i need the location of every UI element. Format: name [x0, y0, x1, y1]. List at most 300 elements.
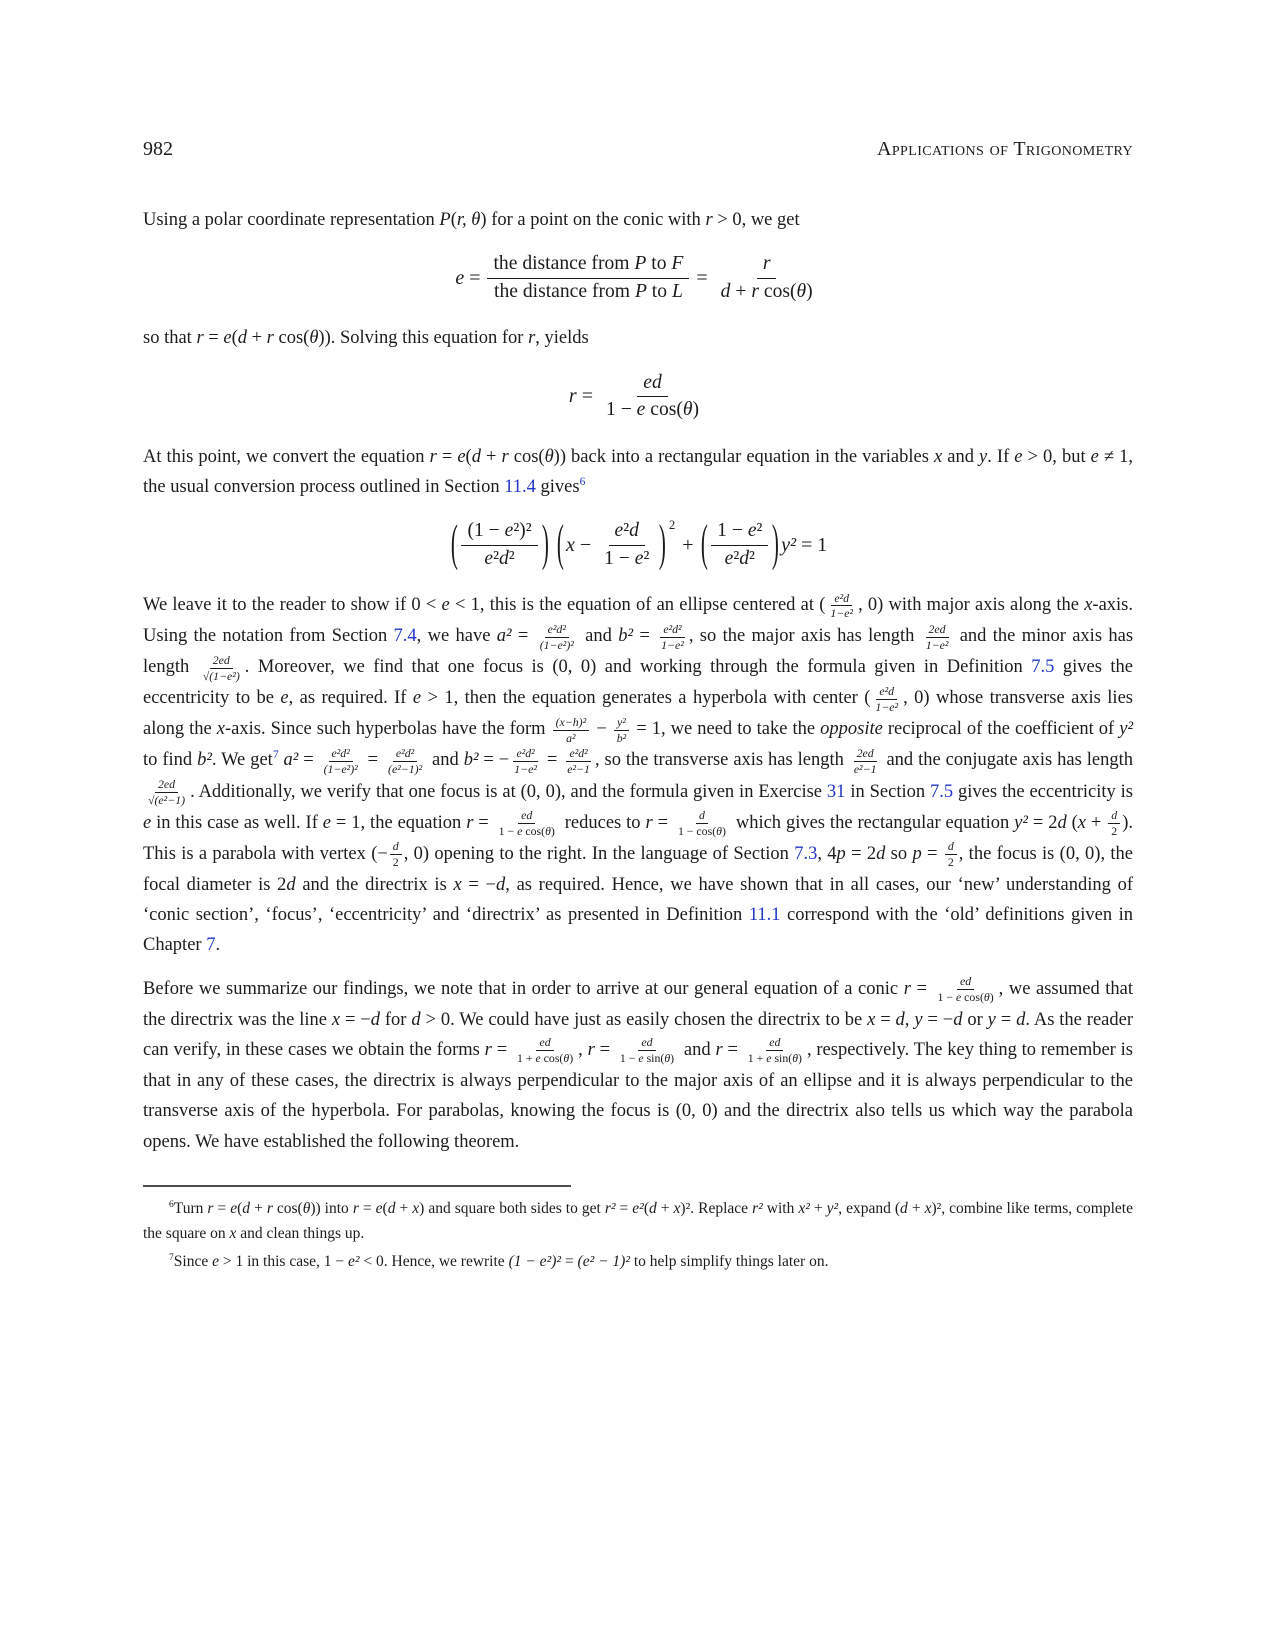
section-link[interactable]: 7.3 — [794, 843, 818, 864]
math-run: e — [955, 989, 962, 1004]
math-run: e²d — [834, 590, 850, 605]
text-run: ( — [237, 1200, 243, 1218]
page-header — [143, 138, 1133, 161]
math-run: e²d — [879, 683, 895, 698]
math-run: √(1−e²) — [202, 668, 240, 683]
text-run: , expand ( — [838, 1200, 901, 1218]
fraction-denominator — [658, 638, 687, 653]
text-run: 1 − — [498, 823, 518, 838]
math-run: e — [724, 547, 734, 569]
text-run: = 1, we need to take the — [631, 719, 821, 740]
text-run: = — [362, 750, 383, 771]
fraction-numerator — [876, 684, 897, 700]
math-run: y² — [826, 1200, 839, 1218]
fraction-numerator — [945, 839, 957, 855]
fraction-numerator — [766, 1035, 783, 1051]
text-run: = 2 — [845, 843, 877, 864]
math-run: 2ed — [856, 745, 874, 760]
fraction — [487, 251, 689, 305]
text-run: 1 − — [717, 520, 748, 542]
math-run: x — [867, 1009, 876, 1030]
fraction — [1108, 808, 1120, 839]
display-equation — [143, 515, 1133, 573]
section-link[interactable]: 11.1 — [748, 904, 781, 925]
text-run: 1 + — [516, 1051, 536, 1066]
fraction — [598, 518, 655, 572]
text-run: , 0) whose transverse axis lies along the — [143, 688, 1133, 740]
footnotes — [143, 1197, 1133, 1274]
fraction-denominator — [385, 762, 425, 777]
fraction-numerator — [957, 974, 974, 990]
text-run: , as required. If — [288, 688, 413, 709]
math-run: θ — [792, 1051, 798, 1066]
math-run: x — [933, 446, 943, 467]
text-run: )². Replace — [680, 1200, 753, 1218]
text-run: cos( — [508, 446, 545, 467]
text-run: = — [594, 1040, 615, 1060]
text-run: 2 — [947, 854, 954, 869]
text-run: = − — [340, 1009, 371, 1030]
text-run: , 0) opening to the right. In the language of Section — [403, 843, 795, 864]
fraction-denominator — [1108, 824, 1120, 839]
text-run: ² — [749, 547, 755, 569]
math-run: r — [466, 812, 474, 833]
text-run: We leave it to the reader to show if 0 < — [143, 595, 442, 616]
math-run: L — [671, 280, 683, 302]
fraction-numerator — [711, 518, 768, 545]
text-run: cos( — [645, 399, 683, 421]
text-run: > 1 in this case, 1 − — [219, 1252, 348, 1270]
fraction — [514, 1035, 576, 1066]
text-run: cos( — [961, 989, 984, 1004]
text-run: + — [907, 1200, 925, 1218]
text-run — [550, 533, 555, 558]
fraction-denominator — [923, 638, 952, 653]
math-run: y — [979, 446, 988, 467]
fraction-denominator — [614, 731, 629, 746]
math-run: y² — [1119, 719, 1133, 740]
math-run: r — [762, 253, 771, 275]
text-run: = — [436, 446, 458, 467]
math-run: d — [1016, 1009, 1026, 1030]
math-run: y — [914, 1009, 923, 1030]
section-link[interactable]: 31 — [826, 781, 846, 802]
math-run: θ — [664, 1051, 671, 1066]
fraction — [614, 715, 629, 746]
math-run: 1−e² — [925, 637, 949, 652]
fraction-denominator — [496, 824, 558, 839]
math-run: e² — [632, 1200, 644, 1218]
math-run: d — [286, 874, 296, 895]
math-run: e²d² — [331, 745, 350, 760]
math-run: b² — [463, 750, 479, 771]
text-run: and — [679, 1040, 716, 1060]
text-run: + — [809, 1200, 827, 1218]
fraction-denominator — [851, 762, 880, 777]
fraction-denominator — [617, 1051, 677, 1066]
fraction — [945, 839, 957, 870]
math-run: e — [212, 1252, 219, 1270]
fraction-numerator — [536, 1035, 553, 1051]
math-run: r — [501, 446, 509, 467]
text-run: , as required. Hence, we have shown that in all cases, our ‘new’ understanding of ‘conic section’, ‘focus’, ‘eccentricity’ and ‘directrix’ as presented in Definition — [143, 874, 1133, 925]
fraction-numerator — [926, 622, 949, 638]
text-run: , 4 — [817, 843, 837, 864]
text-run: (1 − — [467, 520, 505, 542]
fraction-numerator — [155, 777, 178, 793]
text-run: or — [962, 1009, 988, 1030]
text-run: + — [656, 1200, 674, 1218]
text-run: ² — [643, 547, 650, 569]
math-run: d — [387, 1200, 396, 1218]
text-run: )) into — [310, 1200, 353, 1218]
math-run: e²d² — [516, 745, 535, 760]
fraction-denominator — [564, 762, 593, 777]
math-run: d — [895, 1009, 905, 1030]
text-run: − — [574, 533, 597, 556]
text-run: 1 − — [937, 989, 956, 1004]
math-run: x — [673, 1200, 681, 1218]
text-run: = — [561, 1252, 578, 1270]
text-run: = 1, the equation — [331, 812, 467, 833]
math-run: x — [331, 1009, 341, 1030]
text-run: )). Solving this equation for — [318, 328, 529, 349]
fraction-denominator — [488, 279, 689, 305]
math-run: 2ed — [212, 652, 230, 667]
text-run: ( — [231, 328, 238, 349]
text-run: = — [511, 626, 535, 647]
text-run: in Section — [845, 781, 930, 802]
math-run: x — [565, 533, 575, 556]
section-link[interactable]: 7.5 — [1031, 657, 1055, 678]
fraction-denominator — [390, 855, 402, 870]
running-title: Applications of Trigonometry — [877, 138, 1133, 160]
text-run: = — [203, 328, 224, 349]
paragraph — [143, 205, 1133, 235]
text-run: ( — [1066, 812, 1078, 833]
fraction-denominator — [872, 700, 901, 715]
math-run: 1−e² — [875, 699, 899, 714]
text-run: ≠ 1, the usual conversion process outlined in Section — [143, 446, 1133, 497]
math-run: (e² − 1)² — [577, 1252, 630, 1270]
fraction-numerator — [1108, 808, 1120, 824]
text-run: reciprocal of the coefficient of — [882, 719, 1120, 740]
fraction — [390, 839, 402, 870]
fraction-numerator — [660, 622, 684, 638]
text-run: ) — [692, 399, 700, 421]
text-run: , we assumed that the directrix was the line — [143, 978, 1134, 1030]
footnote — [143, 1197, 1133, 1247]
math-run: e — [457, 446, 466, 467]
math-run: r — [429, 446, 437, 467]
section-link[interactable]: 7.5 — [930, 781, 954, 802]
fraction-numerator — [553, 715, 590, 731]
fraction — [321, 746, 361, 777]
text-run: , — [904, 1009, 915, 1030]
fraction-numerator — [831, 591, 852, 607]
fraction-numerator — [696, 808, 708, 824]
math-run: r — [528, 328, 536, 349]
math-run: r, θ — [456, 210, 481, 230]
math-run: (1−e²)² — [539, 637, 574, 652]
fraction-numerator — [390, 839, 402, 855]
math-run: θ — [796, 280, 807, 302]
text-run: + — [246, 328, 267, 349]
text-run: ) — [670, 1051, 675, 1066]
text-run: = — [633, 626, 657, 647]
big-paren-glyph: ) — [772, 515, 780, 573]
math-run: d — [495, 874, 506, 895]
text-run: < 1, this is the equation of an ellipse centered at ( — [449, 595, 826, 616]
fraction — [200, 653, 243, 684]
math-run: r — [266, 1200, 273, 1218]
text-run: = — [213, 1200, 231, 1218]
fraction-numerator — [487, 251, 689, 278]
text-run: gives the eccentricity is — [953, 781, 1133, 802]
text-run: > 0. We could have just as easily chosen the directrix to be — [420, 1009, 868, 1030]
text-run: > 0, but — [1022, 446, 1091, 467]
fraction-denominator — [719, 546, 761, 572]
fraction-denominator — [511, 762, 540, 777]
text-run: 1 − cos( — [677, 823, 717, 838]
text-run: ² — [623, 520, 630, 542]
text-run: )², combine like terms, complete the square on — [143, 1200, 1133, 1242]
fraction — [675, 808, 729, 839]
big-paren-glyph: ( — [450, 515, 458, 573]
math-run: e — [441, 595, 450, 616]
text-run: and the minor axis has length — [143, 626, 1134, 678]
big-paren-glyph: ( — [557, 515, 565, 573]
math-run: y — [987, 1009, 996, 1030]
math-run: 2ed — [928, 621, 946, 636]
math-run: (x−h)² — [555, 714, 587, 729]
fraction — [385, 746, 425, 777]
text-run: = — [722, 1040, 743, 1060]
text-run: = 1 — [795, 533, 828, 556]
math-run: e — [747, 520, 757, 542]
math-run: e²d² — [395, 745, 415, 760]
fraction — [827, 591, 856, 622]
fraction-numerator — [757, 251, 777, 278]
fraction-denominator — [745, 1051, 805, 1066]
math-run: d — [947, 839, 954, 854]
text-run: and the directrix is — [295, 874, 454, 895]
text-run: . We get — [211, 750, 273, 771]
text-run: ) — [989, 989, 994, 1004]
section-link[interactable]: 7.4 — [393, 626, 417, 647]
text-run: = — [491, 1040, 512, 1060]
math-run: e — [634, 547, 644, 569]
math-run: e²−1 — [567, 761, 590, 776]
math-run: θ — [682, 399, 693, 421]
fraction-numerator — [609, 518, 645, 545]
text-run: , 0) with major axis along the — [858, 595, 1085, 616]
text-run: Turn — [173, 1200, 208, 1218]
fraction-numerator — [210, 653, 233, 669]
text-run: . — [215, 935, 221, 956]
footnote-marker-link[interactable]: 7 — [272, 749, 279, 762]
text-run: 2 — [392, 854, 399, 869]
fraction — [511, 746, 540, 777]
math-run: (1−e²)² — [323, 761, 358, 776]
text-run: + — [677, 533, 699, 556]
math-run: r — [484, 1040, 492, 1060]
math-run: b² — [618, 626, 634, 647]
math-run: e — [484, 547, 494, 569]
text-run: ) — [550, 823, 555, 838]
math-run: (e²−1)² — [388, 761, 423, 776]
math-run: d — [900, 1200, 908, 1218]
text-run: ) — [569, 1051, 574, 1066]
math-run: θ — [309, 328, 319, 349]
section-link[interactable]: 11.4 — [504, 476, 536, 497]
fraction — [461, 518, 537, 572]
math-run: e — [412, 688, 422, 709]
math-run: r² — [604, 1200, 616, 1218]
footnote-marker-link[interactable]: 6 — [579, 475, 586, 488]
text-run: = — [995, 1009, 1017, 1030]
fraction-numerator — [854, 746, 877, 762]
section-link[interactable]: 7 — [206, 935, 216, 956]
fraction-denominator — [145, 793, 188, 808]
math-run: e — [766, 1051, 772, 1066]
text-run: and — [427, 750, 464, 771]
math-run: r — [903, 978, 911, 999]
text-run: sin( — [643, 1051, 665, 1066]
display-equation — [143, 370, 1133, 424]
text-run: ( — [643, 1200, 649, 1218]
math-run: d — [720, 280, 731, 302]
fraction — [934, 974, 996, 1005]
paragraph — [143, 974, 1133, 1157]
math-run: e — [455, 266, 465, 289]
math-run: r — [587, 1040, 595, 1060]
superscript: 6 — [169, 1198, 174, 1210]
text-run: > 0, we get — [712, 210, 800, 230]
text-run: ² — [508, 547, 515, 569]
math-run: e — [223, 328, 232, 349]
text-run: = 2 — [1027, 812, 1058, 833]
text-run: cos( — [540, 1051, 564, 1066]
fraction — [715, 251, 819, 305]
math-run: d — [411, 1009, 421, 1030]
math-run: x — [1084, 595, 1093, 616]
text-run: = — [875, 1009, 896, 1030]
text-run: cos( — [758, 280, 797, 302]
text-run: At this point, we convert the equation — [143, 446, 430, 467]
text-run: to find — [143, 750, 198, 771]
math-run: √(e²−1) — [148, 792, 186, 807]
math-run: x — [453, 874, 462, 895]
math-run: r — [715, 1040, 723, 1060]
superscript: 7 — [169, 1251, 174, 1263]
math-run: r — [705, 210, 713, 230]
math-run: F — [671, 253, 684, 275]
fraction-denominator — [934, 990, 996, 1005]
text-run: which gives the rectangular equation — [730, 812, 1015, 833]
fraction — [872, 684, 901, 715]
text-run: the distance from — [494, 280, 635, 302]
page-body — [143, 205, 1133, 1157]
math-run: θ — [545, 823, 551, 838]
fraction-denominator — [200, 669, 243, 684]
text-run: cos( — [522, 823, 546, 838]
math-run: e — [517, 823, 523, 838]
math-run: d — [649, 1200, 657, 1218]
text-run: , we have — [416, 626, 497, 647]
text-run: reduces to — [559, 812, 646, 833]
fraction-denominator — [514, 1051, 576, 1066]
math-run: b² — [197, 750, 212, 771]
text-run: = — [691, 266, 713, 289]
math-run: P — [634, 280, 647, 302]
text-run: ²)² — [513, 520, 532, 542]
big-paren-glyph: ) — [659, 515, 667, 573]
italic-text: opposite — [820, 719, 883, 740]
math-run: e — [614, 520, 624, 542]
math-run: (1 − e²)² — [508, 1252, 562, 1270]
text-run: = − — [461, 874, 496, 895]
fraction-denominator — [600, 397, 705, 423]
fraction-denominator — [598, 546, 655, 572]
text-run: ) for a point on the conic with — [480, 210, 706, 230]
text-run: Since — [173, 1252, 213, 1270]
math-run: e — [280, 688, 289, 709]
text-run: − — [591, 719, 612, 740]
math-run: r — [568, 385, 577, 408]
math-run: e — [638, 1051, 644, 1066]
text-run: so that — [143, 328, 197, 349]
math-run: d — [498, 547, 509, 569]
text-run: ( — [450, 210, 457, 230]
fraction-denominator — [715, 279, 819, 305]
text-run: 1 + — [747, 1051, 767, 1066]
big-paren-glyph: ) — [541, 515, 549, 573]
math-run: e — [636, 399, 646, 421]
math-run: e — [1090, 446, 1099, 467]
text-run: > 1, then the equation generates a hyperbola with center ( — [421, 688, 871, 709]
math-run: p — [836, 843, 846, 864]
math-run: e²d² — [547, 621, 566, 636]
math-run: θ — [563, 1051, 570, 1066]
math-run: d — [629, 520, 639, 542]
text-run: in this case as well. If — [151, 812, 323, 833]
text-run: + — [395, 1200, 413, 1218]
text-run: = — [464, 266, 486, 289]
text-run: ) — [721, 823, 726, 838]
text-run: sin( — [771, 1051, 793, 1066]
text-run: ( — [382, 1200, 388, 1218]
math-run: b² — [616, 730, 627, 745]
math-run: θ — [983, 989, 990, 1004]
math-run: d — [370, 1009, 380, 1030]
text-run: and the conjugate axis has length — [881, 750, 1134, 771]
math-run: d — [471, 446, 481, 467]
math-run: ed — [539, 1035, 551, 1050]
text-run: + — [1086, 812, 1107, 833]
text-run: for — [379, 1009, 412, 1030]
text-run: , respectively. The key thing to remember is that in any of these cases, the directrix is always perpendicular to the major axis of an ellipse and it is always perpendicular to the transverse axis of the hyperbola. For parabolas, knowing the focus is (0, 0) and the directrix also tells us which way the parabola opens. We have established the following theorem. — [143, 1040, 1134, 1152]
page-number: 982 — [143, 138, 173, 160]
text-run: . Additionally, we verify that one focus is at (0, 0), and the formula given in Exercise — [190, 781, 827, 802]
fraction-denominator — [675, 824, 729, 839]
paragraph — [143, 590, 1133, 960]
fraction-numerator — [545, 622, 569, 638]
math-run: d — [953, 1009, 963, 1030]
text-run: cos( — [272, 1200, 303, 1218]
math-run: d — [242, 1200, 251, 1218]
fraction-numerator — [637, 370, 668, 397]
